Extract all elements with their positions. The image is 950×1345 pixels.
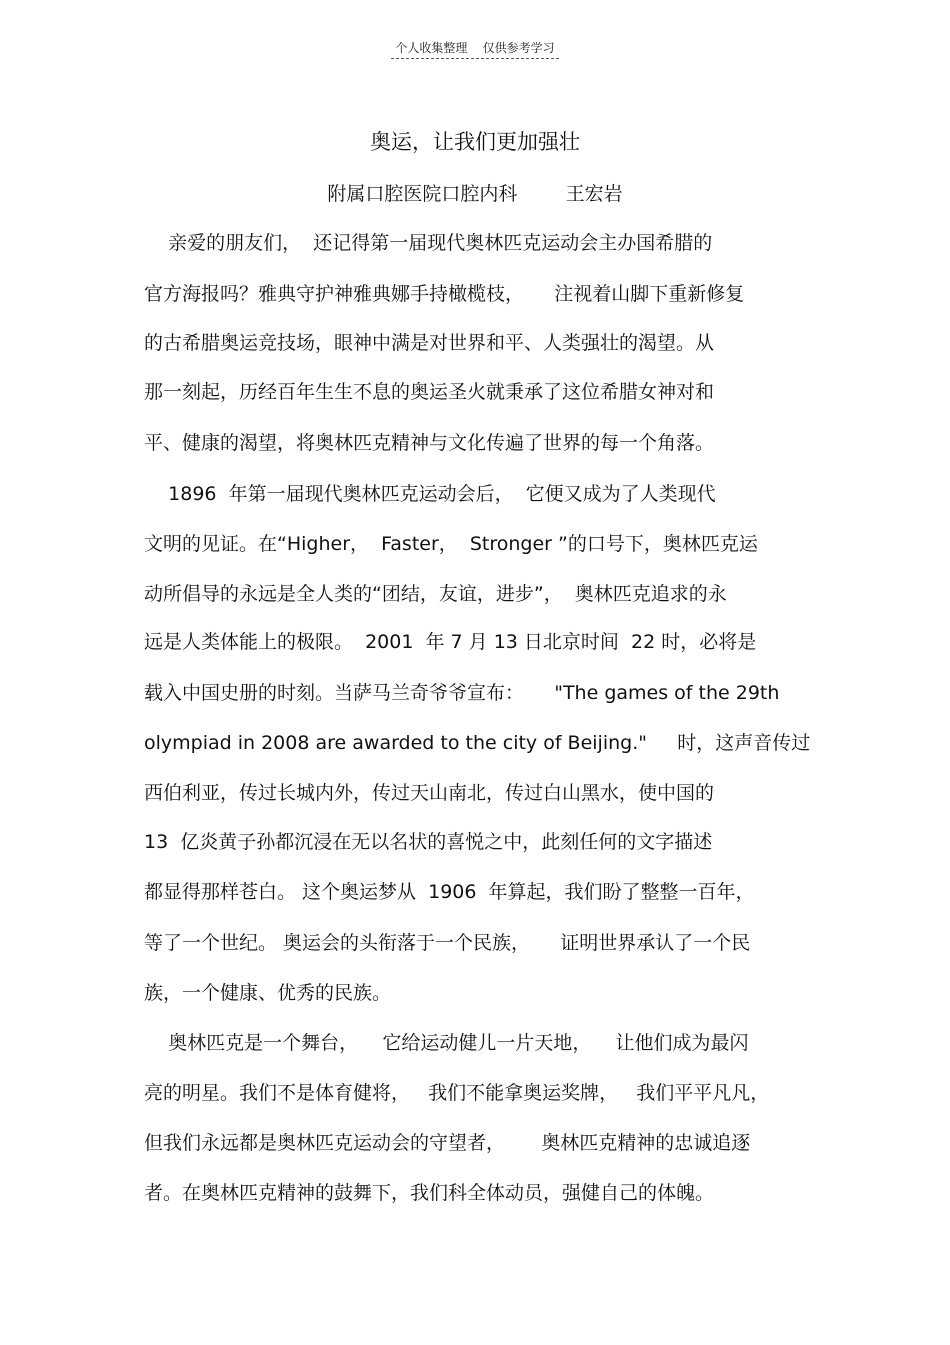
body-line: 等了一个世纪。 奥运会的头衔落于一个民族， 证明世界承认了一个民 bbox=[144, 932, 751, 954]
body-line: 都显得那样苍白。 这个奥运梦从 1906 年算起，我们盼了整整一百年， bbox=[144, 881, 755, 903]
body-line: 的古希腊奥运竞技场，眼神中满是对世界和平、人类强壮的渴望。从 bbox=[144, 332, 715, 354]
body-line: 动所倡导的永远是全人类的“团结，友谊，进步”， 奥林匹克追求的永 bbox=[144, 583, 727, 605]
body-line: 13 亿炎黄子孙都沉浸在无以名状的喜悦之中，此刻任何的文字描述 bbox=[144, 831, 713, 853]
body-line: 亲爱的朋友们， 还记得第一届现代奥林匹克运动会主办国希腊的 bbox=[144, 232, 713, 254]
body-line: 远是人类体能上的极限。 2001 年 7 月 13 日北京时间 22 时，必将是 bbox=[144, 631, 757, 653]
body-line: 西伯利亚，传过长城内外，传过天山南北，传过白山黑水，使中国的 bbox=[144, 782, 715, 804]
body-line: 但我们永远都是奥林匹克运动会的守望者， 奥林匹克精神的忠诚追逐 bbox=[144, 1132, 751, 1154]
header-text: 个人收集整理 仅供参考学习 bbox=[391, 40, 558, 59]
body-line: 亮的明星。我们不是体育健将， 我们不能拿奥运奖牌， 我们平平凡凡， bbox=[144, 1082, 770, 1104]
article-author: 附属口腔医院口腔内科 王宏岩 bbox=[327, 183, 623, 205]
body-line: 那一刻起，历经百年生生不息的奥运圣火就秉承了这位希腊女神对和 bbox=[144, 381, 715, 403]
body-line: 载入中国史册的时刻。当萨马兰奇爷爷宣布： "The games of the 29th bbox=[144, 682, 780, 704]
body-line: olympiad in 2008 are awarded to the city of Beijing." 时，这声音传过 bbox=[144, 732, 811, 754]
body-line: 1896 年第一届现代奥林匹克运动会后， 它便又成为了人类现代 bbox=[144, 483, 716, 505]
body-line: 者。在奥林匹克精神的鼓舞下，我们科全体动员，强健自己的体魄。 bbox=[144, 1182, 715, 1204]
body-line: 族，一个健康、优秀的民族。 bbox=[144, 982, 392, 1004]
page-header bbox=[0, 40, 950, 59]
body-line: 官方海报吗？雅典守护神雅典娜手持橄榄枝， 注视着山脚下重新修复 bbox=[144, 283, 745, 305]
body-line: 平、健康的渴望，将奥林匹克精神与文化传遍了世界的每一个角落。 bbox=[144, 432, 715, 454]
article-title: 奥运，让我们更加强壮 bbox=[370, 130, 580, 154]
body-line: 文明的见证。在“Higher， Faster， Stronger ”的口号下，奥林匹克运 bbox=[144, 533, 758, 555]
body-line: 奥林匹克是一个舞台， 它给运动健儿一片天地， 让他们成为最闪 bbox=[144, 1032, 749, 1054]
